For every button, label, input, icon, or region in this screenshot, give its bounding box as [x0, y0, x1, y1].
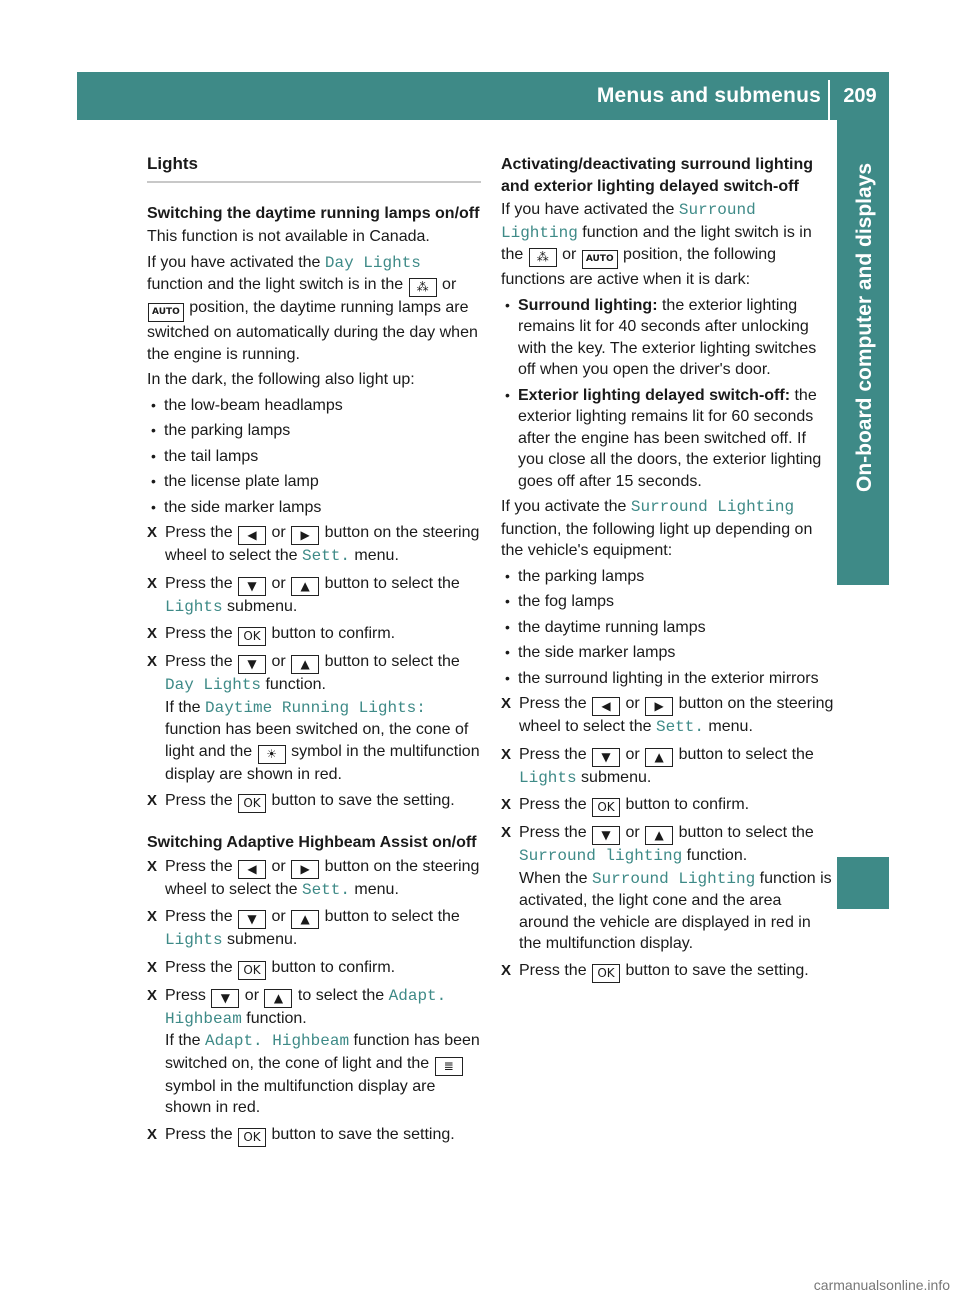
header-bar [77, 72, 889, 120]
header-separator [828, 80, 830, 120]
left-arrow-icon: ◀ [238, 526, 266, 545]
right-column [501, 154, 835, 988]
list-item: • the surround lighting in the exterior mirrors [501, 668, 835, 690]
step: X Press the ▼ or ▲ button to select the Surround lighting function. When the Surround Lighting function is activated, the light cone and the area around the vehicle are displayed in red in the multifunction display. [501, 822, 835, 955]
lamp-icon: ⁂ [409, 278, 437, 297]
step: X Press the OK button to save the setting. [147, 1124, 481, 1147]
step: X Press the ◀ or ▶ button on the steering wheel to select the Sett. menu. [147, 522, 481, 568]
ok-icon: OK [592, 964, 620, 983]
down-arrow-icon: ▼ [238, 577, 266, 596]
list-item: • the side marker lamps [147, 497, 481, 519]
left-arrow-icon: ◀ [592, 697, 620, 716]
header-title: Menus and submenus [596, 84, 821, 107]
auto-icon: AUTO [582, 250, 618, 269]
ok-icon: OK [592, 798, 620, 817]
list-item: • the low-beam headlamps [147, 395, 481, 417]
sun-icon: ☀ [258, 745, 286, 764]
down-arrow-icon: ▼ [238, 655, 266, 674]
lamp-icon: ⁂ [529, 248, 557, 267]
ok-icon: OK [238, 627, 266, 646]
up-arrow-icon: ▲ [645, 826, 673, 845]
step: X Press the OK button to confirm. [501, 794, 835, 817]
step: X Press the ◀ or ▶ button on the steering wheel to select the Sett. menu. [147, 856, 481, 902]
list-item: • the parking lamps [501, 566, 835, 588]
list-item: • the daytime running lamps [501, 617, 835, 639]
step: X Press the ▼ or ▲ button to select the Lights submenu. [501, 744, 835, 790]
daytime-p2: If you have activated the Day Lights function and the light switch is in the ⁂ or AUTO position, the daytime running lamps are switched on automatically during the day when the engine is running. [147, 253, 478, 363]
list-item: • the side marker lamps [501, 642, 835, 664]
page-number: 209 [843, 85, 877, 107]
auto-icon: AUTO [148, 303, 184, 322]
list-item: • the parking lamps [147, 420, 481, 442]
ok-icon: OK [238, 794, 266, 813]
surround-p2: If you activate the Surround Lighting function, the following light up depending on the vehicle's equipment: [501, 498, 813, 559]
section-title: Lights [147, 153, 481, 183]
right-arrow-icon: ▶ [291, 860, 319, 879]
daytime-p1: This function is not available in Canada. [147, 228, 430, 245]
side-tab-label: On-board computer and displays [853, 163, 876, 493]
list-item: • Surround lighting: the exterior lighting remains lit for 40 seconds after unlocking with the key. The exterior lighting switches off when you open the driver's door. [501, 295, 835, 381]
list-item: • the license plate lamp [147, 471, 481, 493]
daytime-p3: In the dark, the following also light up: [147, 371, 415, 388]
up-arrow-icon: ▲ [645, 748, 673, 767]
ok-icon: OK [238, 961, 266, 980]
step: X Press the ◀ or ▶ button on the steering wheel to select the Sett. menu. [501, 693, 835, 739]
right-arrow-icon: ▶ [645, 697, 673, 716]
down-arrow-icon: ▼ [238, 910, 266, 929]
up-arrow-icon: ▲ [291, 577, 319, 596]
step: X Press the ▼ or ▲ button to select the Lights submenu. [147, 906, 481, 952]
down-arrow-icon: ▼ [211, 989, 239, 1008]
left-column [147, 150, 481, 1152]
step: X Press the OK button to save the setting. [501, 960, 835, 983]
surround-p1: If you have activated the Surround Lighting function and the light switch is in the ⁂ or AUTO position, the following functions are active when it is dark: [501, 201, 812, 288]
up-arrow-icon: ▲ [291, 910, 319, 929]
footer-watermark: carmanualsonline.info [813, 1276, 950, 1293]
step: X Press the OK button to save the setting. [147, 790, 481, 813]
right-arrow-icon: ▶ [291, 526, 319, 545]
list-item: • the tail lamps [147, 446, 481, 468]
up-arrow-icon: ▲ [264, 989, 292, 1008]
step: X Press the ▼ or ▲ button to select the Day Lights function. If the Daytime Running Lights: function has been switched on, the cone of light and the ☀ symbol in the multifunction display are shown in red. [147, 651, 481, 785]
list-item: • Exterior lighting delayed switch-off: the exterior lighting remains lit for 60 seconds after the engine has been switched off. If you close all the doors, the exterior lighting goes off after 15 seconds. [501, 385, 835, 493]
highbeam-heading: Switching Adaptive Highbeam Assist on/off [147, 834, 477, 851]
step: X Press ▼ or ▲ to select the Adapt. Highbeam function. If the Adapt. Highbeam function has been switched on, the cone of light and the ≣ symbol in the multifunction display are shown in red. [147, 985, 481, 1119]
ok-icon: OK [238, 1128, 266, 1147]
down-arrow-icon: ▼ [592, 826, 620, 845]
surround-heading: Activating/deactivating surround lighting and exterior lighting delayed switch-off [501, 156, 814, 195]
highbeam-icon: ≣ [435, 1057, 463, 1076]
step: X Press the OK button to confirm. [147, 957, 481, 980]
up-arrow-icon: ▲ [291, 655, 319, 674]
left-arrow-icon: ◀ [238, 860, 266, 879]
down-arrow-icon: ▼ [592, 748, 620, 767]
step: X Press the ▼ or ▲ button to select the Lights submenu. [147, 573, 481, 619]
side-marker-block [837, 857, 889, 909]
list-item: • the fog lamps [501, 591, 835, 613]
step: X Press the OK button to confirm. [147, 623, 481, 646]
daytime-heading: Switching the daytime running lamps on/off [147, 204, 480, 222]
